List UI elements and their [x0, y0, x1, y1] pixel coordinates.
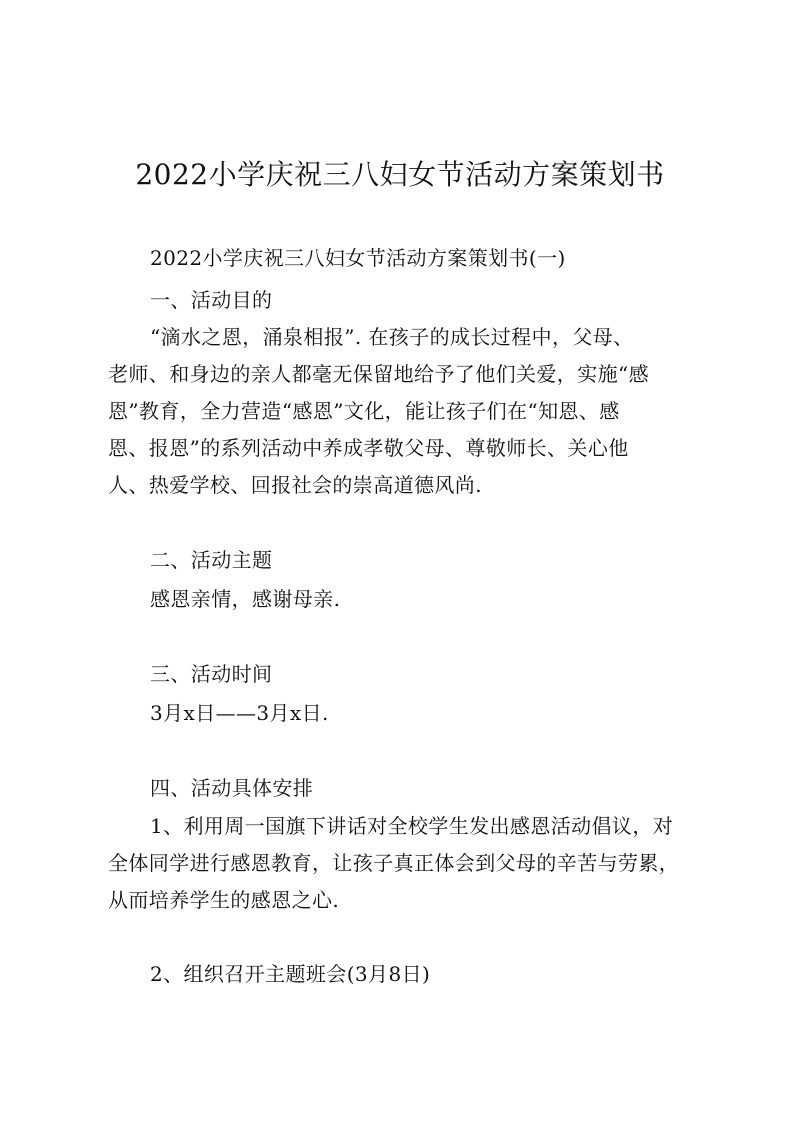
paragraph-line: “滴水之恩，涌泉相报”. 在孩子的成长过程中，父母、 [150, 325, 634, 349]
section-text-time: 3月x日——3月x日. [150, 701, 329, 725]
section-heading-theme: 二、活动主题 [150, 548, 273, 572]
paragraph-line: 老师、和身边的亲人都毫无保留地给予了他们关爱，实施“感 [108, 362, 650, 386]
arrangement-item-2: 2、组织召开主题班会(3月8日) [150, 962, 431, 986]
section-text-theme: 感恩亲情，感谢母亲. [150, 587, 341, 611]
paragraph-line: 1、利用周一国旗下讲话对全校学生发出感恩活动倡议，对 [150, 814, 674, 838]
document-title: 2022小学庆祝三八妇女节活动方案策划书 [135, 158, 665, 191]
paragraph-line: 人、热爱学校、回报社会的崇高道德风尚. [108, 473, 482, 497]
section-heading-purpose: 一、活动目的 [150, 288, 273, 312]
paragraph-line: 恩、报恩”的系列活动中养成孝敬父母、尊敬师长、关心他 [108, 436, 629, 460]
paragraph-line: 从而培养学生的感恩之心. [108, 888, 340, 912]
paragraph-line: 恩”教育，全力营造“感恩”文化，能让孩子们在“知恩、感 [108, 399, 620, 423]
document-subtitle: 2022小学庆祝三八妇女节活动方案策划书(一) [150, 246, 566, 270]
section-heading-arrangement: 四、活动具体安排 [150, 776, 314, 800]
paragraph-line: 全体同学进行感恩教育，让孩子真正体会到父母的辛苦与劳累， [108, 851, 680, 875]
section-heading-time: 三、活动时间 [150, 662, 273, 686]
